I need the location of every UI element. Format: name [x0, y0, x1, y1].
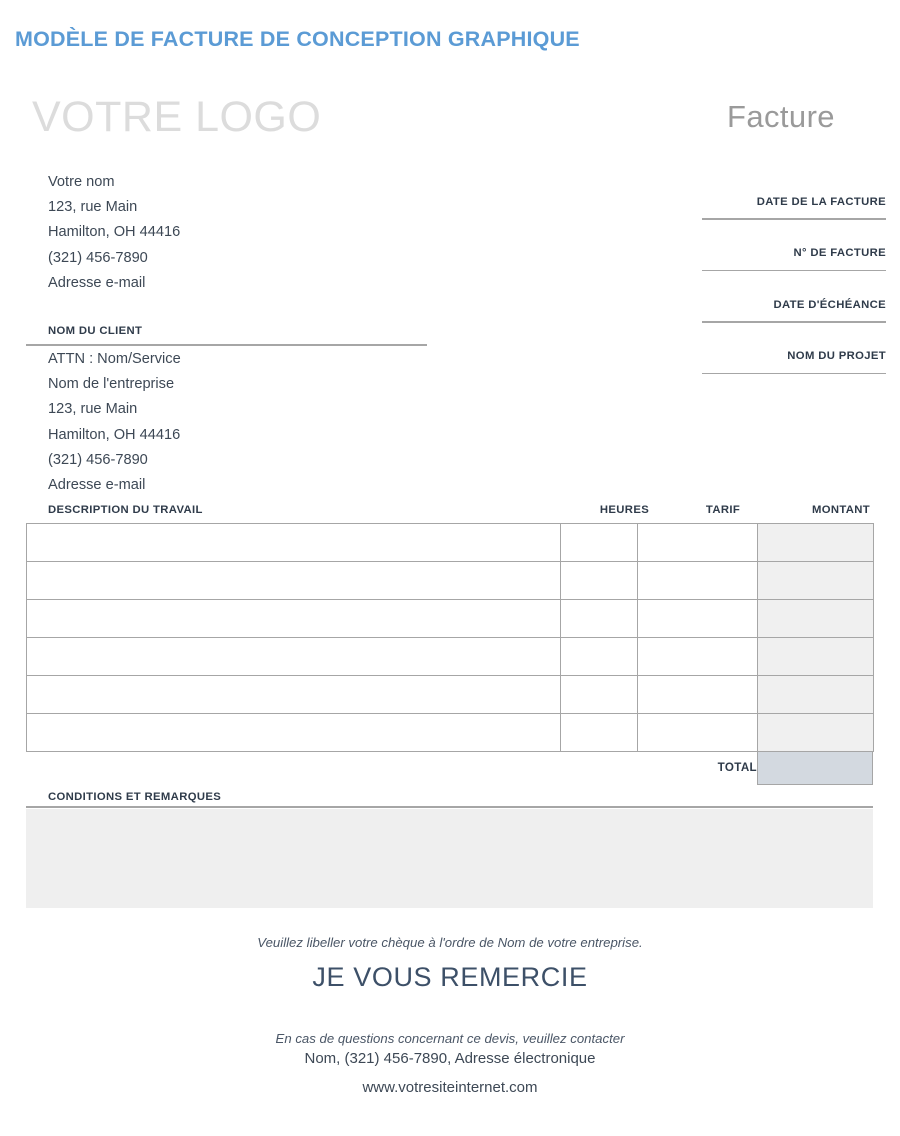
cell-hours[interactable] — [561, 524, 638, 562]
cell-hours[interactable] — [561, 714, 638, 752]
items-table-header — [26, 504, 873, 522]
cell-description[interactable] — [27, 676, 561, 714]
field-label: NOM DU PROJET — [787, 350, 886, 362]
client-line: ATTN : Nom/Service — [48, 351, 181, 367]
client-line: (321) 456-7890 — [48, 451, 148, 468]
field-label: DATE DE LA FACTURE — [756, 195, 886, 208]
sender-address-block — [48, 170, 180, 296]
cell-rate[interactable] — [638, 638, 758, 676]
total-row — [26, 751, 873, 785]
cell-hours[interactable] — [561, 562, 638, 600]
table-row[interactable] — [27, 714, 874, 752]
cell-amount[interactable] — [758, 638, 874, 676]
cell-description[interactable] — [27, 638, 561, 676]
sender-line: Adresse e-mail — [48, 274, 146, 291]
column-header-amount: MONTANT — [811, 504, 871, 516]
cell-rate[interactable] — [638, 524, 758, 562]
thank-you-message: JE VOUS REMERCIE — [312, 962, 588, 992]
cell-description[interactable] — [27, 562, 561, 600]
questions-note: En cas de questions concernant ce devis, veuillez contacter — [275, 1031, 625, 1046]
table-row[interactable] — [27, 562, 874, 600]
notes-input[interactable] — [26, 809, 873, 908]
client-underline — [26, 344, 427, 346]
client-line: 123, rue Main — [48, 401, 138, 418]
logo-placeholder: VOTRE LOGO — [32, 93, 322, 141]
field-label: N° DE FACTURE — [793, 247, 886, 259]
website-line[interactable]: www.votresiteinternet.com — [362, 1079, 538, 1096]
cell-description[interactable] — [27, 600, 561, 638]
cell-description[interactable] — [27, 714, 561, 752]
table-row[interactable] — [27, 676, 874, 714]
sender-line: 123, rue Main — [48, 199, 138, 216]
cell-rate[interactable] — [638, 714, 758, 752]
client-line: Adresse e-mail — [48, 477, 146, 494]
invoice-heading: Facture — [727, 99, 835, 134]
client-section-heading: NOM DU CLIENT — [48, 325, 143, 337]
notes-heading: CONDITIONS ET REMARQUES — [48, 791, 222, 803]
client-address-block[interactable] — [48, 347, 181, 498]
invoice-fields — [702, 168, 886, 374]
cell-hours[interactable] — [561, 676, 638, 714]
check-payable-note: Veuillez libeller votre chèque à l'ordre de Nom de votre entreprise. — [257, 935, 643, 950]
table-row[interactable] — [27, 600, 874, 638]
column-header-rate: TARIF — [705, 504, 741, 516]
contact-line: Nom, (321) 456-7890, Adresse électronique — [304, 1050, 596, 1067]
sender-line: (321) 456-7890 — [48, 249, 148, 266]
cell-rate[interactable] — [638, 676, 758, 714]
column-header-description: DESCRIPTION DU TRAVAIL — [48, 504, 203, 516]
total-value[interactable] — [757, 751, 873, 785]
field-invoice-number[interactable] — [702, 220, 886, 272]
table-row[interactable] — [27, 638, 874, 676]
notes-underline — [26, 806, 873, 808]
items-table — [26, 523, 874, 752]
table-row[interactable] — [27, 524, 874, 562]
cell-description[interactable] — [27, 524, 561, 562]
field-label: DATE D'ÉCHÉANCE — [773, 298, 886, 311]
field-project-name[interactable] — [702, 323, 886, 375]
client-line: Nom de l'entreprise — [48, 376, 175, 393]
cell-rate[interactable] — [638, 562, 758, 600]
cell-amount[interactable] — [758, 714, 874, 752]
field-due-date[interactable] — [702, 271, 886, 323]
field-underline — [702, 373, 886, 375]
cell-amount[interactable] — [758, 600, 874, 638]
field-invoice-date[interactable] — [702, 168, 886, 220]
cell-amount[interactable] — [758, 676, 874, 714]
cell-rate[interactable] — [638, 600, 758, 638]
cell-hours[interactable] — [561, 638, 638, 676]
total-label: TOTAL — [717, 761, 757, 774]
page-title: MODÈLE DE FACTURE DE CONCEPTION GRAPHIQUE — [15, 27, 580, 51]
cell-amount[interactable] — [758, 562, 874, 600]
cell-amount[interactable] — [758, 524, 874, 562]
sender-line: Votre nom — [48, 174, 115, 190]
sender-line: Hamilton, OH 44416 — [48, 224, 181, 241]
column-header-hours: HEURES — [599, 504, 650, 516]
cell-hours[interactable] — [561, 600, 638, 638]
client-line: Hamilton, OH 44416 — [48, 426, 181, 443]
